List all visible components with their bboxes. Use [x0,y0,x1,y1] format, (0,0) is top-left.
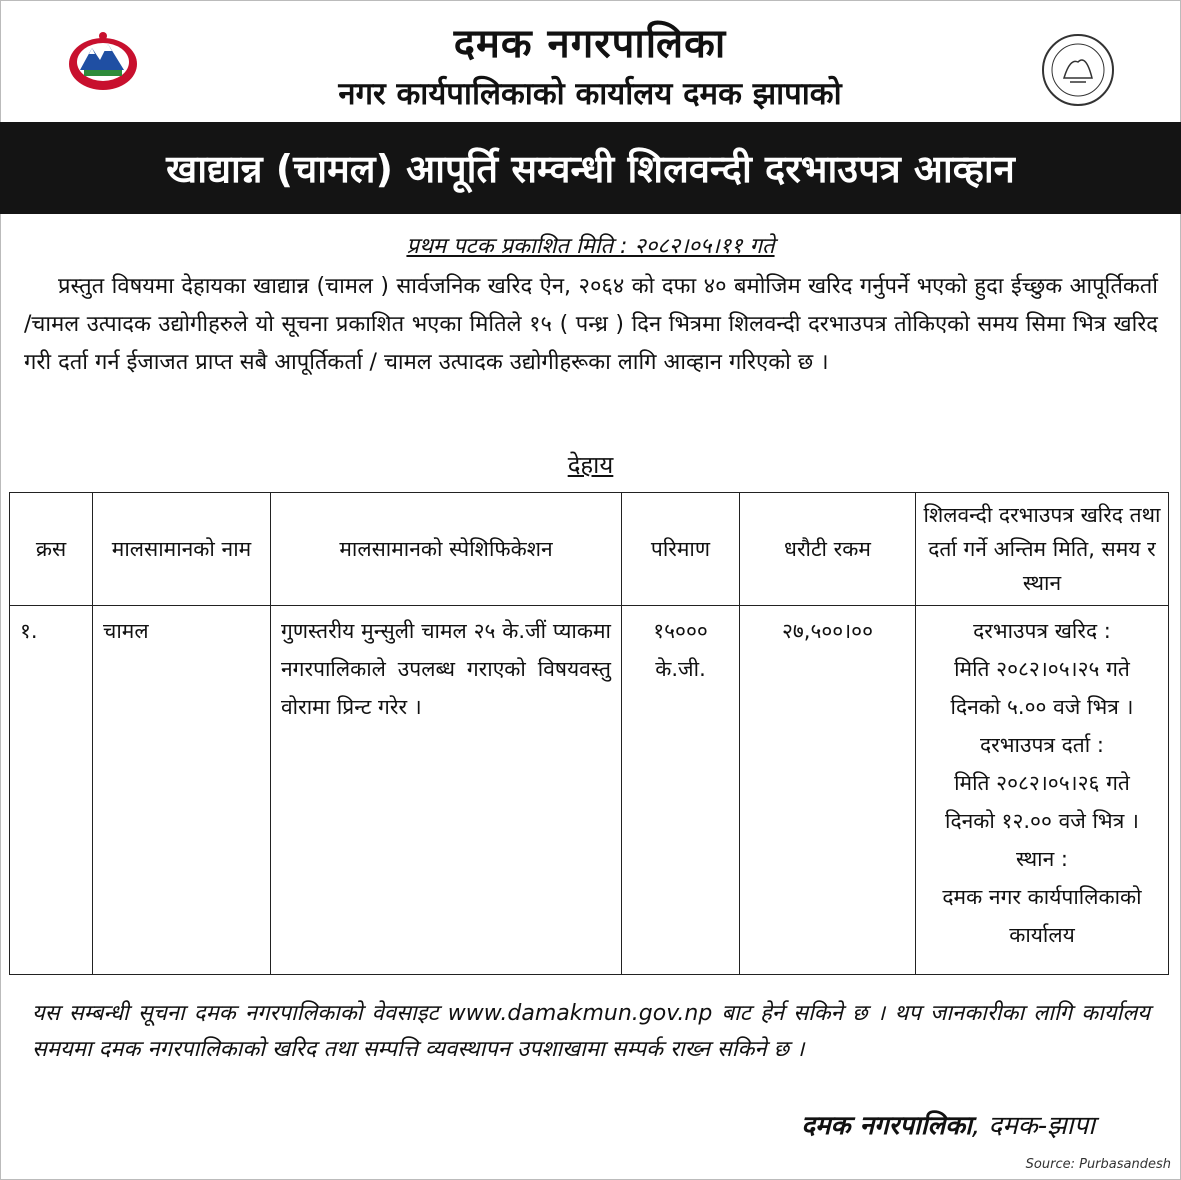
cell-quantity [622,606,740,975]
cell-serial: १. [10,606,93,975]
office-subtitle: नगर कार्यपालिकाको कार्यालय दमक झापाको [338,76,842,112]
municipality-seal-icon [1040,32,1116,108]
quantity-unit: के.जी. [655,657,706,681]
source-credit: Source: Purbasandesh [1025,1157,1171,1172]
col-item-name: मालसामानको नाम [93,493,271,606]
purchase-date: मिति २०८२।०५।२५ गते [954,657,1130,681]
nepal-emblem-icon [64,30,142,94]
place-value: दमक नगर कार्यपालिकाको कार्यालय [942,885,1142,947]
quantity-value: १५००० [653,619,708,643]
table-row [10,606,1169,975]
intro-paragraph: प्रस्तुत विषयमा देहायका खाद्यान्न (चामल ) सार्वजनिक खरिद ऐन, २०६४ को दफा ४० बमोजिम खरिद गर्नुपर्ने भएको हुदा ईच्छुक आपूर्तिकर्ता /चामल उत्पादक उद्योगीहरुले यो सूचना प्रकाशित भएका मितिले १५ ( पन्ध्र ) दिन भित्रमा शिलवन्दी दरभाउपत्र तोकिएको समय सिमा भित्र खरिद गरी दर्ता गर्न ईजाजत प्राप्त सबै आपूर्तिकर्ता / चामल उत्पादक उद्योगीहरूका लागि आव्हान गरिएको छ । [24,274,1158,375]
cell-specification: गुणस्तरीय मुन्सुली चामल २५ के.जीं प्याकमा नगरपालिकाले उपलब्ध गराएको विषयवस्तु वोरामा प्रिन्ट गरेर । [271,606,622,975]
schedule-heading: देहाय [567,451,614,479]
footer-note: यस सम्बन्धी सूचना दमक नगरपालिकाको वेवसाइट www.damakmun.gov.np बाट हेर्न सकिने छ । थप जानकारीका लागि कार्यालय समयमा दमक नगरपालिकाको खरिद तथा सम्पत्ति व्यवस्थापन उपशाखामा सम्पर्क राख्न सकिने छ । [32,1001,1150,1062]
cell-item-name: चामल [93,606,271,975]
register-time: दिनको १२.०० वजे भित्र । [945,809,1139,833]
place-label: स्थान : [1015,847,1068,871]
col-serial: क्रस [10,493,93,606]
register-label: दरभाउपत्र दर्ता : [980,733,1104,757]
municipality-title: दमक नगरपालिका [453,21,727,67]
purchase-time: दिनको ५.०० वजे भित्र । [950,695,1134,719]
register-date: मिति २०८२।०५।२६ गते [954,771,1130,795]
notice-heading: खाद्यान्न (चामल) आपूर्ति सम्वन्धी शिलवन्दी दरभाउपत्र आव्हान [166,147,1015,191]
col-quantity: परिमाण [622,493,740,606]
signature-org: दमक नगरपालिका [801,1111,972,1141]
signature-place: , दमक-झापा [971,1111,1095,1141]
publication-date: प्रथम पटक प्रकाशित मिति : २०८२।०५।११ गते [406,234,775,259]
table-header-row [10,493,1169,606]
cell-deadline [916,606,1169,975]
purchase-label: दरभाउपत्र खरिद : [973,619,1111,643]
items-table [9,492,1169,975]
signature [801,1106,1095,1142]
cell-deposit: २७,५००।०० [740,606,916,975]
col-deadline: शिलवन्दी दरभाउपत्र खरिद तथा दर्ता गर्ने अन्तिम मिति, समय र स्थान [916,493,1169,606]
notice-banner [0,122,1181,214]
col-specification: मालसामानको स्पेशिफिकेशन [271,493,622,606]
col-deposit: धरौटी रकम [740,493,916,606]
